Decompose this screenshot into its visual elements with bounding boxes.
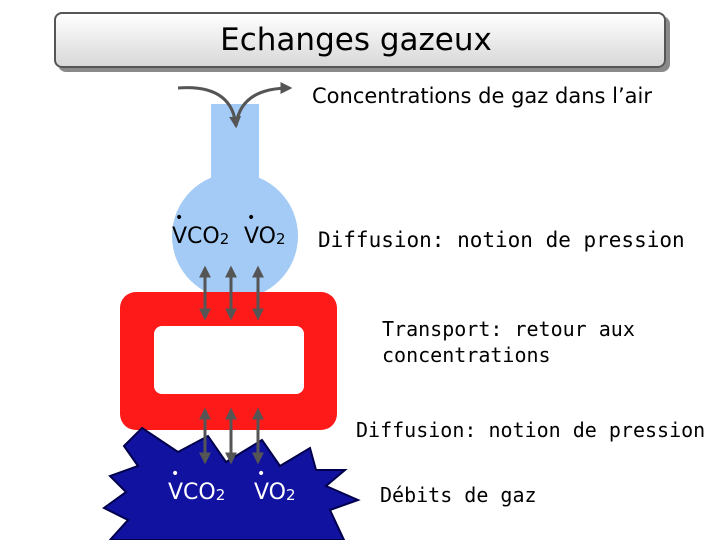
blood-loop-center bbox=[154, 326, 304, 394]
diffusion-top-label: Diffusion: notion de pression bbox=[318, 228, 685, 252]
alveolus-vo2-label: • $VO_2$ bbox=[244, 224, 286, 249]
page-title: Echanges gazeux bbox=[220, 22, 492, 58]
tissue-vco2-label: • $VCO_2$ bbox=[168, 480, 225, 505]
alveolus-vco2-label: • $VCO_2$ bbox=[172, 224, 229, 249]
diffusion-bottom-label: Diffusion: notion de pression bbox=[356, 418, 706, 442]
air-concentration-label: Concentrations de gaz dans l’air bbox=[312, 84, 652, 108]
tissue-vo2-label: • $VO_2$ bbox=[254, 480, 296, 505]
transport-label: Transport: retour aux concentrations bbox=[382, 317, 635, 367]
gas-flow-label: Débits de gaz bbox=[380, 483, 537, 507]
